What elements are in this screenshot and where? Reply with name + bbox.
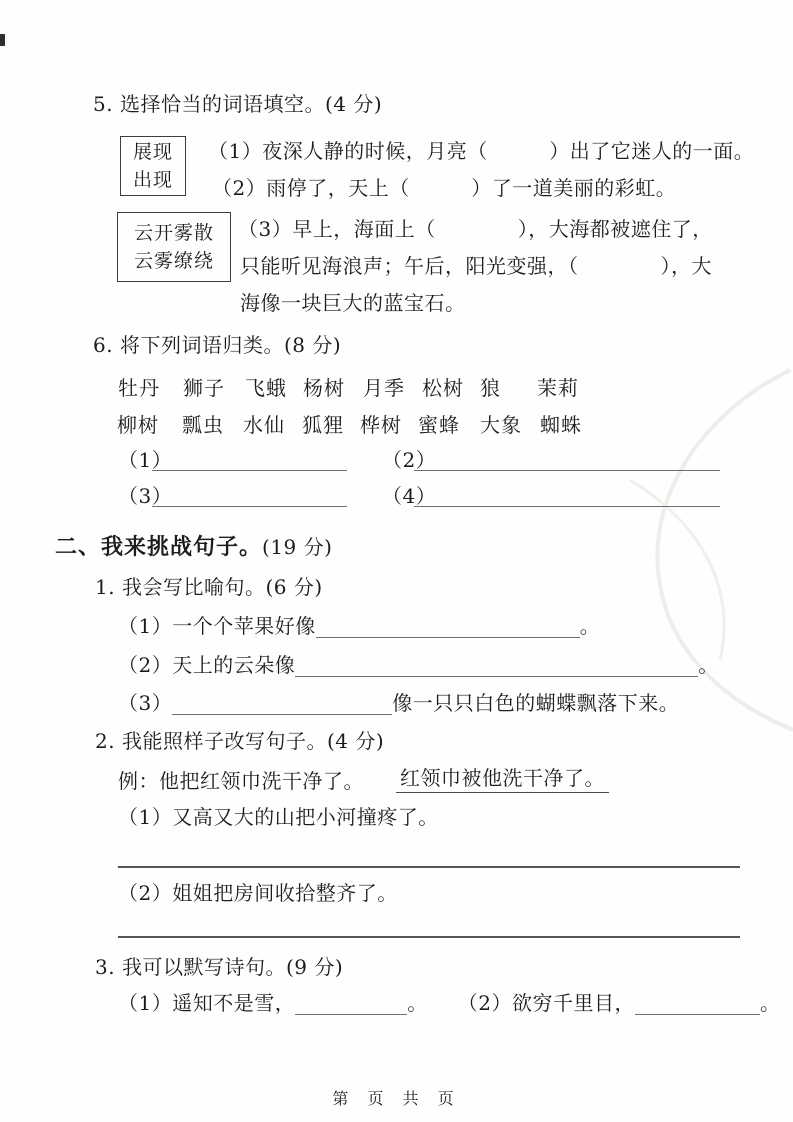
q6-blank-line-3 xyxy=(152,506,347,507)
s2q1-item-2-suffix: 。 xyxy=(698,653,719,677)
answer-blank xyxy=(172,692,392,715)
page-footer: 第 页 共 页 xyxy=(332,1089,461,1108)
q6-word: 狮子 xyxy=(183,376,225,400)
s2q1-item-3 xyxy=(118,691,679,715)
answer-blank xyxy=(295,992,407,1015)
s2q1-item-2 xyxy=(118,653,719,677)
q5-word-bank-1 xyxy=(120,136,186,196)
s2q2-heading: 2. 我能照样子改写句子。(4 分) xyxy=(95,729,385,753)
q6-blank-label-3: （3） xyxy=(118,484,173,508)
q6-heading: 6. 将下列词语归类。(8 分) xyxy=(93,333,342,357)
q5-word-bank-1-line1: 展现 xyxy=(132,141,173,163)
q5-item-3-line1: （3）早上，海面上（ ），大海都被遮住了， xyxy=(238,217,713,241)
s2q2-example xyxy=(118,766,609,793)
s2q1-item-2-prefix: （2）天上的云朵像 xyxy=(118,653,296,677)
q5-item-3-line3: 海像一块巨大的蓝宝石。 xyxy=(240,291,466,315)
s2q2-item-1: （1）又高又大的山把小河撞疼了。 xyxy=(118,805,439,829)
s2q3-item-1-suffix: 。 xyxy=(407,991,428,1015)
s2q1-item-1-prefix: （1）一个个苹果好像 xyxy=(118,614,316,638)
q6-word: 茉莉 xyxy=(537,376,579,400)
q6-word: 蜜蜂 xyxy=(418,413,460,437)
s2q2-example-prefix: 例：他把红领巾洗干净了。 xyxy=(118,769,364,793)
q6-word: 月季 xyxy=(363,376,405,400)
s2q3-items xyxy=(118,991,780,1015)
s2q1-item-3-suffix: 像一只只白色的蝴蝶飘落下来。 xyxy=(392,691,680,715)
s2q3-item-2-suffix: 。 xyxy=(759,991,781,1015)
q6-word: 牡丹 xyxy=(118,376,160,400)
s2q1-item-1-suffix: 。 xyxy=(579,614,601,638)
q6-blank-line-4 xyxy=(414,506,720,507)
q6-word: 蜘蛛 xyxy=(540,413,582,437)
q6-blank-label-2: （2） xyxy=(382,448,437,472)
q6-word: 杨树 xyxy=(303,376,345,400)
q5-item-3-line2: 只能听见海浪声；午后，阳光变强，（ ），大 xyxy=(240,254,712,278)
q5-word-bank-2-line2: 云雾缭绕 xyxy=(133,250,214,272)
section2-heading xyxy=(55,530,332,561)
answer-blank xyxy=(316,615,580,638)
q6-word: 大象 xyxy=(480,413,522,437)
q6-word: 飞蛾 xyxy=(245,376,287,400)
section2-heading-text: 二、我来挑战句子。 xyxy=(55,535,263,560)
q5-heading: 5. 选择恰当的词语填空。(4 分) xyxy=(93,92,383,116)
q5-item-2: （2）雨停了，天上（ ）了一道美丽的彩虹。 xyxy=(212,176,677,200)
s2q3-heading: 3. 我可以默写诗句。(9 分) xyxy=(95,955,344,979)
s2q2-answer-line-1 xyxy=(118,866,740,868)
q6-word: 桦树 xyxy=(360,413,402,437)
q6-word: 松树 xyxy=(422,376,464,400)
q5-item-1: （1）夜深人静的时候，月亮（ ）出了它迷人的一面。 xyxy=(208,139,755,163)
s2q3-item-1-prefix: （1）遥知不是雪， xyxy=(118,991,296,1015)
s2q1-heading: 1. 我会写比喻句。(6 分) xyxy=(95,575,323,599)
q5-word-bank-2-line1: 云开雾散 xyxy=(133,222,214,244)
q6-blank-label-1: （1） xyxy=(118,448,173,472)
s2q2-answer-line-2 xyxy=(118,936,740,938)
s2q2-item-2: （2）姐姐把房间收拾整齐了。 xyxy=(118,881,398,905)
q6-word: 狐狸 xyxy=(302,413,344,437)
q6-word: 狼 xyxy=(480,376,501,400)
q5-word-bank-2 xyxy=(117,212,231,282)
section2-score: (19 分) xyxy=(262,535,333,559)
q6-word: 水仙 xyxy=(243,413,285,437)
answer-blank xyxy=(295,654,698,677)
q6-blank-line-1 xyxy=(152,470,347,471)
s2q3-item-2-prefix: （2）欲穷千里目， xyxy=(457,991,635,1015)
q5-word-bank-1-line2: 出现 xyxy=(132,169,173,191)
q6-blank-line-2 xyxy=(414,470,720,471)
q6-word: 柳树 xyxy=(117,413,159,437)
answer-blank xyxy=(635,992,760,1015)
q6-blank-label-4: （4） xyxy=(382,484,437,508)
scan-speck xyxy=(0,34,5,46)
s2q1-item-1 xyxy=(118,614,600,638)
s2q1-item-3-prefix: （3） xyxy=(118,691,173,715)
s2q2-example-answer: 红领巾被他洗干净了。 xyxy=(396,766,609,793)
q6-word: 瓢虫 xyxy=(182,413,224,437)
